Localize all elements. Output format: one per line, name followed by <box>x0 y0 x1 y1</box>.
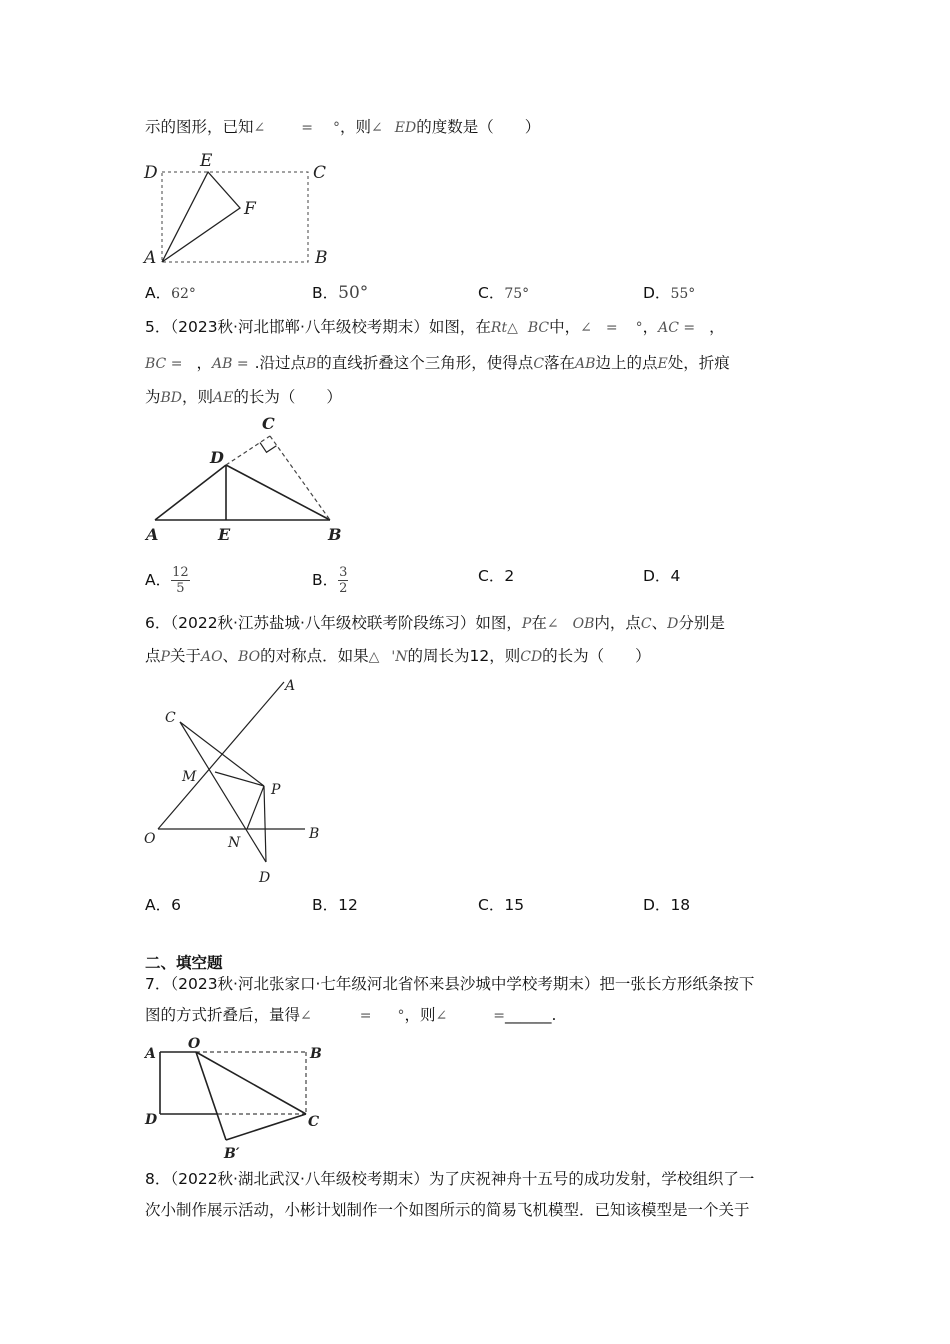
q7-figure <box>140 1034 340 1169</box>
q6-option-b[interactable]: B．12 <box>312 896 358 914</box>
label-e: E <box>218 525 231 544</box>
label-m: M <box>182 769 197 785</box>
label-d: D <box>144 163 158 183</box>
q5-stem-line-1: 5．（2023秋·河北邯郸·八年级校考期末）如图，在Rt△ BC中，∠ = °，AC = ， <box>145 318 725 336</box>
right-angle-mark <box>260 443 276 453</box>
q4-option-c[interactable]: C．75° <box>478 284 530 302</box>
q7-stem-line-1: 7．（2023秋·河北张家口·七年级河北省怀来县沙城中学校考期末）把一张长方形纸条按下 <box>145 975 755 993</box>
q6-option-a[interactable]: A．6 <box>145 896 181 914</box>
fold-oc <box>196 1052 306 1114</box>
q4-option-d[interactable]: D．55° <box>643 284 696 302</box>
label-e: E <box>200 151 213 171</box>
segment-b-prime-c <box>226 1114 306 1140</box>
triangle-aef <box>162 172 240 262</box>
section-title-fill-in: 二、填空题 <box>145 954 223 972</box>
answer-blank[interactable]: ______ <box>504 1006 552 1024</box>
label-c: C <box>308 1114 320 1130</box>
label-o: O <box>144 831 156 847</box>
label-a: A <box>285 678 296 694</box>
label-d: D <box>145 1112 158 1128</box>
label-c: C <box>313 163 327 183</box>
q8-stem-line-2: 次小制作展示活动，小彬计划制作一个如图所示的简易飞机模型．已知该模型是一个关于 <box>145 1201 750 1219</box>
segment-ad <box>155 465 226 520</box>
q6-figure <box>140 672 340 892</box>
q5-option-b[interactable]: B． $\frac{3}{2}$ <box>312 565 348 596</box>
label-b-prime: B′ <box>224 1146 240 1162</box>
segment-ob-prime <box>196 1052 226 1140</box>
label-c: C <box>262 414 275 433</box>
q6-option-c[interactable]: C．15 <box>478 896 525 914</box>
label-b: B <box>309 826 320 842</box>
q5-option-a[interactable]: A． $\frac{12}{5}$ <box>145 565 189 596</box>
label-n: N <box>228 835 241 851</box>
q6-stem-line-1: 6．（2022秋·江苏盐城·八年级校联考阶段练习）如图，P在∠ OB内，点C、D分别是 <box>145 614 725 632</box>
fraction-3-2: $\frac{3}{2}$ <box>339 565 348 596</box>
label-a: A <box>145 1046 156 1062</box>
q7-stem-line-2: 图的方式折叠后，量得∠ = °，则∠ =______. <box>145 1006 557 1024</box>
q4-option-b[interactable]: B．50° <box>312 283 369 303</box>
label-b: B <box>310 1046 322 1062</box>
q6-stem-line-2: 点P关于AO、BO的对称点．如果△ 'N的周长为12，则CD的长为（ ） <box>145 647 651 665</box>
q5-option-d[interactable]: D．4 <box>643 567 681 585</box>
segment-np <box>247 786 264 829</box>
label-a: A <box>144 248 157 268</box>
label-o: O <box>188 1036 201 1052</box>
segment-cb-dashed <box>270 436 330 520</box>
q5-figure <box>140 410 360 545</box>
label-d: D <box>210 448 224 467</box>
segment-mp <box>215 772 264 786</box>
q5-stem-line-3: 为BD，则AE的长为（ ） <box>145 388 342 406</box>
label-c: C <box>165 710 176 726</box>
segment-db <box>226 465 330 520</box>
q5-option-c[interactable]: C．2 <box>478 567 515 585</box>
rectangle-abcd <box>162 172 308 262</box>
segment-dc-dashed <box>226 436 270 465</box>
label-d: D <box>259 870 271 886</box>
fraction-12-5: $\frac{12}{5}$ <box>172 565 189 596</box>
label-p: P <box>271 782 281 798</box>
q4-figure <box>140 150 340 270</box>
q4-option-a[interactable]: A．62° <box>145 284 196 302</box>
q5-stem-line-2: BC = ，AB = .沿过点B的直线折叠这个三角形，使得点C落在AB边上的点E处，折痕 <box>145 354 730 372</box>
segment-cd <box>180 722 266 862</box>
q8-stem-line-1: 8．（2022秋·湖北武汉·八年级校考期末）为了庆祝神舟十五号的成功发射，学校组织了一 <box>145 1170 755 1188</box>
label-a: A <box>146 525 159 544</box>
segment-pd <box>264 786 266 862</box>
label-b: B <box>328 525 342 544</box>
q4-stem-line: 示的图形，已知∠ = °，则∠ ED的度数是（ ） <box>145 118 541 136</box>
label-b: B <box>315 248 328 268</box>
q6-option-d[interactable]: D．18 <box>643 896 691 914</box>
label-f: F <box>244 199 256 219</box>
